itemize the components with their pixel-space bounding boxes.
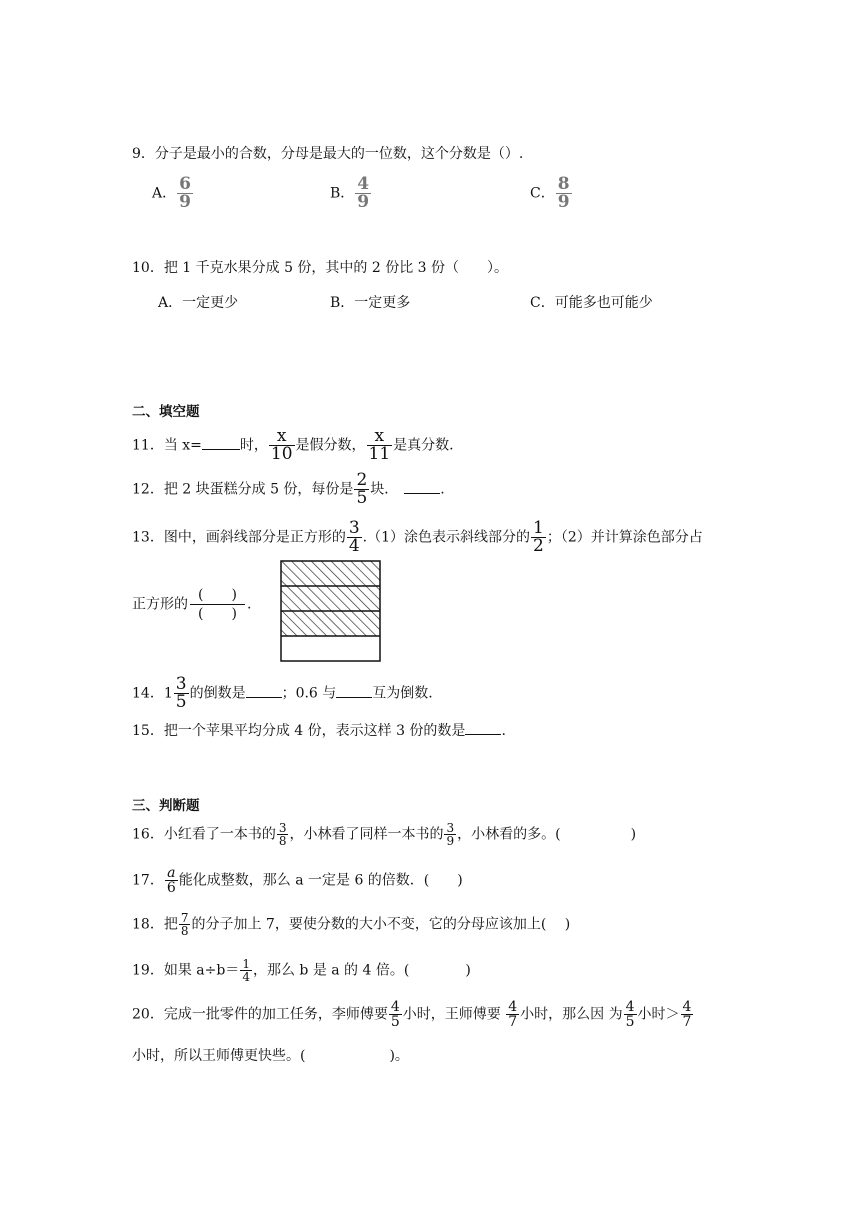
- question-16: 16．小红看了一本书的 $\frac{3}{8}$ ，小林看了同样一本书的 $\frac{3}{9}$ ，小林看的多。( ): [132, 821, 637, 848]
- question-9-text: 9．分子是最小的合数，分母是最大的一位数，这个分数是（）.: [132, 146, 524, 162]
- question-17: 17． $\frac{a}{6}$ 能化成整数，那么 a 一定是 6 的倍数．( ): [132, 865, 463, 896]
- question-9: [132, 144, 523, 164]
- fraction: $\frac{x}{11}$: [368, 426, 391, 464]
- section-2-heading: 二、填空题: [132, 404, 200, 420]
- question-13: 13．图中，画斜线部分是正方形的 $\frac{3}{4}$ .（1）涂色表示斜线部分的 $\frac{1}{2}$ ；（2）并计算涂色部分占: [132, 518, 703, 556]
- q9-option-c[interactable]: C． $\frac{8}{9}$: [530, 174, 570, 212]
- question-18: 18．把 $\frac{7}{8}$ 的分子加上 7，要使分数的大小不变，它的分母应该加上( ): [132, 911, 571, 938]
- section-3-heading: 三、判断题: [132, 798, 200, 814]
- q9-option-b[interactable]: B． $\frac{4}{9}$: [330, 174, 370, 212]
- fraction: $\frac{1}{4}$: [242, 957, 250, 984]
- fraction: $\frac{8}{9}$: [557, 174, 570, 212]
- question-12: 12．把 2 块蛋糕分成 5 份，每份是 $\frac{2}{5}$ 块． .: [132, 470, 445, 508]
- fraction: $\frac{3}{8}$: [278, 821, 287, 848]
- answer-blank[interactable]: [336, 683, 372, 698]
- question-15: 15．把一个苹果平均分成 4 份，表示这样 3 份的数是 .: [132, 720, 506, 741]
- q10-option-c[interactable]: C．可能多也可能少: [530, 295, 653, 311]
- square-diagram: [280, 560, 382, 663]
- fraction: $\frac{1}{2}$: [533, 518, 544, 556]
- question-20: 20．完成一批零件的加工任务，李师傅要 $\frac{4}{5}$ 小时，王师傅要 $\frac{4}{7}$ 小时，那么因 为 $\frac{4}{5}$ 小时＞ $\frac{4}{7}$: [132, 999, 692, 1030]
- fraction: $\frac{2}{5}$: [356, 470, 368, 508]
- question-20-line2: 小时，所以王师傅更快些。( )。: [132, 1048, 409, 1064]
- answer-blank[interactable]: [404, 479, 440, 494]
- question-19: 19．如果 a÷b＝ $\frac{1}{4}$ ，那么 b 是 a 的 4 倍。( ): [132, 957, 471, 984]
- fraction: $\frac{a}{6}$: [166, 865, 176, 896]
- question-10-text: 10．把 1 千克水果分成 5 份，其中的 2 份比 3 份（ ）。: [132, 260, 509, 276]
- fraction: $\frac{3}{5}$: [175, 674, 187, 712]
- fraction: $\frac{3}{4}$: [348, 518, 360, 556]
- fraction: $\frac{6}{9}$: [179, 174, 191, 212]
- fraction: $\frac{x}{10}$: [270, 426, 293, 464]
- answer-fraction-blank[interactable]: $\frac{( )}{( )}$: [190, 586, 245, 623]
- fraction: $\frac{4}{7}$: [682, 999, 692, 1030]
- q10-option-b[interactable]: B．一定更多: [330, 295, 411, 311]
- question-10: [132, 258, 508, 278]
- q9-option-a[interactable]: A． $\frac{6}{9}$: [152, 174, 191, 212]
- question-11: 11．当 x= 时， $\frac{x}{10}$ 是假分数， $\frac{x}{11}$ 是真分数.: [132, 426, 454, 464]
- answer-blank[interactable]: [246, 683, 282, 698]
- fraction: $\frac{4}{9}$: [357, 174, 370, 212]
- fraction: $\frac{4}{7}$: [508, 999, 518, 1030]
- fraction: $\frac{3}{9}$: [446, 821, 455, 848]
- fraction: $\frac{7}{8}$: [180, 911, 189, 938]
- answer-blank[interactable]: [202, 435, 240, 450]
- answer-blank[interactable]: [465, 720, 501, 735]
- question-13-line2: 正方形的 $\frac{( )}{( )}$ .: [132, 587, 252, 622]
- hatched-region: [281, 561, 380, 636]
- fraction: $\frac{4}{5}$: [625, 999, 635, 1030]
- q10-option-a[interactable]: A．一定更少: [158, 295, 239, 311]
- fraction: $\frac{4}{5}$: [390, 999, 400, 1030]
- question-14: 14．1 $\frac{3}{5}$ 的倒数是 ；0.6 与 互为倒数.: [132, 674, 433, 712]
